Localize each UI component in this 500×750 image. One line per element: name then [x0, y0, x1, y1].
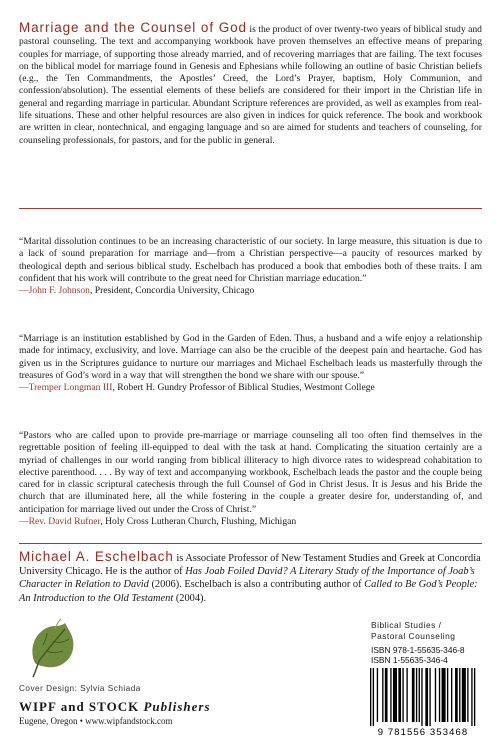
- author-bio-text: (2006). Eschelbach is also a contributing author of: [148, 579, 365, 591]
- isbn-block: [371, 645, 465, 665]
- endorsement-name: —John F. Johnson: [19, 285, 90, 297]
- barcode-bar: [447, 668, 448, 722]
- book-description: [19, 22, 482, 147]
- barcode-bar: [412, 668, 415, 722]
- publisher-location: Eugene, Oregon • www.wipfandstock.com: [19, 716, 173, 726]
- barcode-bar: [435, 668, 436, 722]
- isbn-13: ISBN 978-1-55635-346-8: [371, 645, 465, 655]
- barcode-bar: [471, 668, 472, 726]
- divider-top: [19, 208, 482, 209]
- barcode-bar: [455, 668, 458, 722]
- barcode-bar: [385, 668, 388, 722]
- barcode-bars: [364, 666, 482, 726]
- publisher-name: [19, 699, 211, 715]
- publisher-name-suffix: Publishers: [143, 699, 211, 714]
- barcode-bar: [429, 668, 430, 726]
- publisher-name-main: WIPF and STOCK: [19, 699, 144, 714]
- barcode-bar: [377, 668, 378, 722]
- author-book-title: Called to Be God’s People: An Introduction to the Old Testament: [19, 579, 478, 604]
- endorsement-attribution: [19, 516, 482, 528]
- author-name: Michael A. Eschelbach: [19, 549, 174, 564]
- barcode-bar: [370, 668, 371, 726]
- barcode-bar: [390, 668, 391, 722]
- description-text: is the product of over twenty-two years of biblical study and pastoral counseling. The text and accompanying workbook have proven themselves an effective means of preparing couples for marriage, of supporting those already married, and of recovering marriages that are failing. The text focuses on the biblical model for marriage found in Genesis and Ephesians while following an outline of basic Christian beliefs (e.g., the Ten Commandments, the Apostles’ Creed, the Lord’s Prayer, baptism, Holy Communion, and confession/absolution). The essential elements of these beliefs are considered for their import in the Christian life in general and regarding marriage in particular. Abundant Scripture references are provided, as well as examples from real-life situations. These and other helpful resources are also given in indices for quick reference. The book and workbook are written in clear, nontechnical, and engaging language and so are aimed for students and teachers of counseling, for counseling professionals, for pastors, and for the public in general.: [19, 24, 482, 146]
- author-book-title: Has Joab Foiled David? A Literary Study of the Importance of Joab’s Character in Relation to David: [19, 566, 475, 591]
- barcode-bar: [382, 668, 383, 722]
- endorsement-quote: “Pastors who are called upon to provide pre-marriage or marriage counseling all too often find themselves in the regrettable position of feeling ill-equipped to deal with the task at hand. Complicating the situation certainly are a myriad of challenges in our world ranging from biblical illiteracy to high divorce rates to widespread cohabitation to elective parenthood. . . . By way of text and accompanying workbook, Eschelbach leads the pastor and the couple being cared for in classic scriptural catechesis through the full Counsel of God in Christ Jesus. It is Jesus and his Bride the church that are illuminated here, all the while fostering in the couple a greater desire for, understanding of, and anticipation for marriage lived out under the Cross of Christ.”: [19, 430, 482, 515]
- divider-bottom: [19, 543, 482, 544]
- barcode-bar: [393, 668, 397, 722]
- author-bio-text: is Associate Professor of New Testament Studies and Greek at Concordia University Chicago. He is the author of: [19, 553, 481, 578]
- endorsement-attribution: [19, 285, 482, 297]
- endorsement-3: [19, 430, 482, 528]
- barcode-bar: [425, 668, 428, 726]
- endorsement-quote: “Marital dissolution continues to be an increasing characteristic of our society. In large measure, this situation is due to a lack of sound preparation for marriage and—from a Christian perspective—a paucity of resources marked by theological depth and serious biblical study. Eschelbach has produced a book that embodies both of these traits. I am confident that his work will contribute to the great need for Christian marriage education.”: [19, 236, 482, 284]
- barcode-bar: [442, 668, 446, 722]
- author-bio-text: (2004).: [173, 592, 207, 604]
- book-title: Marriage and the Counsel of God: [19, 20, 247, 35]
- publisher-logo-leaf-icon: [25, 617, 81, 679]
- endorsement-attribution: [19, 382, 482, 394]
- endorsement-affiliation: , Robert H. Gundry Professor of Biblical Studies, Westmont College: [112, 382, 375, 394]
- isbn-10: ISBN 1-55635-346-4: [371, 655, 448, 665]
- endorsement-name: —Tremper Longman III: [19, 382, 113, 394]
- endorsement-name: —Rev. David Rufner: [19, 516, 101, 528]
- barcode-bar: [402, 668, 403, 722]
- barcode-bar: [373, 668, 374, 726]
- barcode-bar: [467, 668, 468, 722]
- endorsement-quote: “Marriage is an institution established by God in the Garden of Eden. Thus, a husband and a wife enjoy a relationship made for intimacy, exclusivity, and love. Marriage can also be the crucible of the deepest pain and heartache. God has given us in the Scriptures guidance to nurture our marriages and Michael Eschelbach leads us masterfully through the treasures of God’s word in a way that will strengthen the bond we share with our spouse.”: [19, 333, 482, 381]
- endorsement-affiliation: , Holy Cross Lutheran Church, Flushing, Michigan: [100, 516, 297, 528]
- endorsement-1: [19, 236, 482, 297]
- barcode-bar: [451, 668, 452, 722]
- barcode-digits: 9 781556 353468: [377, 727, 469, 738]
- barcode-bar: [474, 668, 475, 726]
- barcode-bar: [419, 668, 420, 722]
- credits: [19, 684, 211, 726]
- endorsement-affiliation: , President, Concordia University, Chicago: [89, 285, 255, 297]
- author-bio: [19, 550, 482, 605]
- barcode-bar: [398, 668, 401, 722]
- category-line: Biblical Studies /: [371, 620, 442, 630]
- category-label: [371, 620, 491, 642]
- barcode-bar: [416, 668, 417, 722]
- barcode-bar: [439, 668, 440, 722]
- barcode-bar: [421, 668, 422, 726]
- endorsement-2: [19, 333, 482, 394]
- barcode-bar: [459, 668, 460, 722]
- cover-designer: Cover Design: Sylvia Schiada: [19, 684, 141, 693]
- barcode-bar: [462, 668, 466, 722]
- category-line: Pastoral Counseling: [371, 631, 456, 641]
- barcode-bar: [406, 668, 407, 722]
